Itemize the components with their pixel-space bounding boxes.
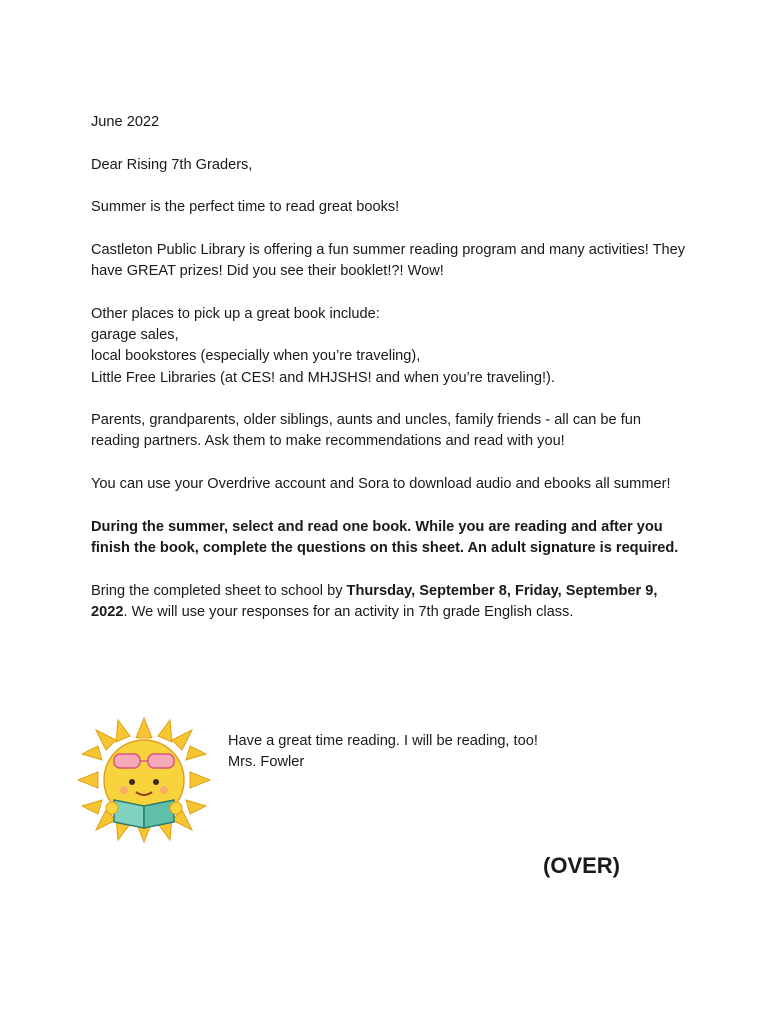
letter-date: June 2022 <box>91 114 160 130</box>
letter-body <box>91 112 691 644</box>
paragraph-summer: Summer is the perfect time to read great books! <box>91 199 400 216</box>
letter-greeting: Dear Rising 7th Graders, <box>91 156 253 173</box>
paragraph-due-date <box>91 581 691 624</box>
due-suffix: . We will use your responses for an activity in 7th grade English class. <box>123 603 574 620</box>
paragraph-overdrive: You can use your Overdrive account and Sora to download audio and ebooks all summer! <box>91 476 671 493</box>
sun-reading-book-icon <box>74 714 214 846</box>
places-intro: Other places to pick up a great book include: <box>91 305 380 322</box>
over-label: (OVER) <box>543 853 620 878</box>
places-item-free-libraries: Little Free Libraries (at CES! and MHJSHS! and when you’re traveling!). <box>91 369 555 386</box>
signoff <box>228 731 538 774</box>
paragraph-library: Castleton Public Library is offering a fun summer reading program and many activities! They have GREAT prizes! Did you see their booklet!?! Wow! <box>91 241 686 280</box>
due-dates: Thursday, September 8, Friday, September 9, 2022 <box>91 582 658 620</box>
signoff-message: Have a great time reading. I will be reading, too! <box>228 733 538 749</box>
places-item-garage-sales: garage sales, <box>91 326 179 343</box>
paragraph-instructions: During the summer, select and read one book. While you are reading and after you finish the book, complete the questions on this sheet. An adult signature is required. <box>91 518 679 556</box>
due-prefix: Bring the completed sheet to school by <box>91 582 347 599</box>
places-item-bookstores: local bookstores (especially when you’re traveling), <box>91 348 421 365</box>
paragraph-places <box>91 304 691 389</box>
signoff-name: Mrs. Fowler <box>228 754 305 771</box>
paragraph-partners: Parents, grandparents, older siblings, aunts and uncles, family friends - all can be fun reading partners. Ask them to make recommendations and read with you! <box>91 412 642 450</box>
